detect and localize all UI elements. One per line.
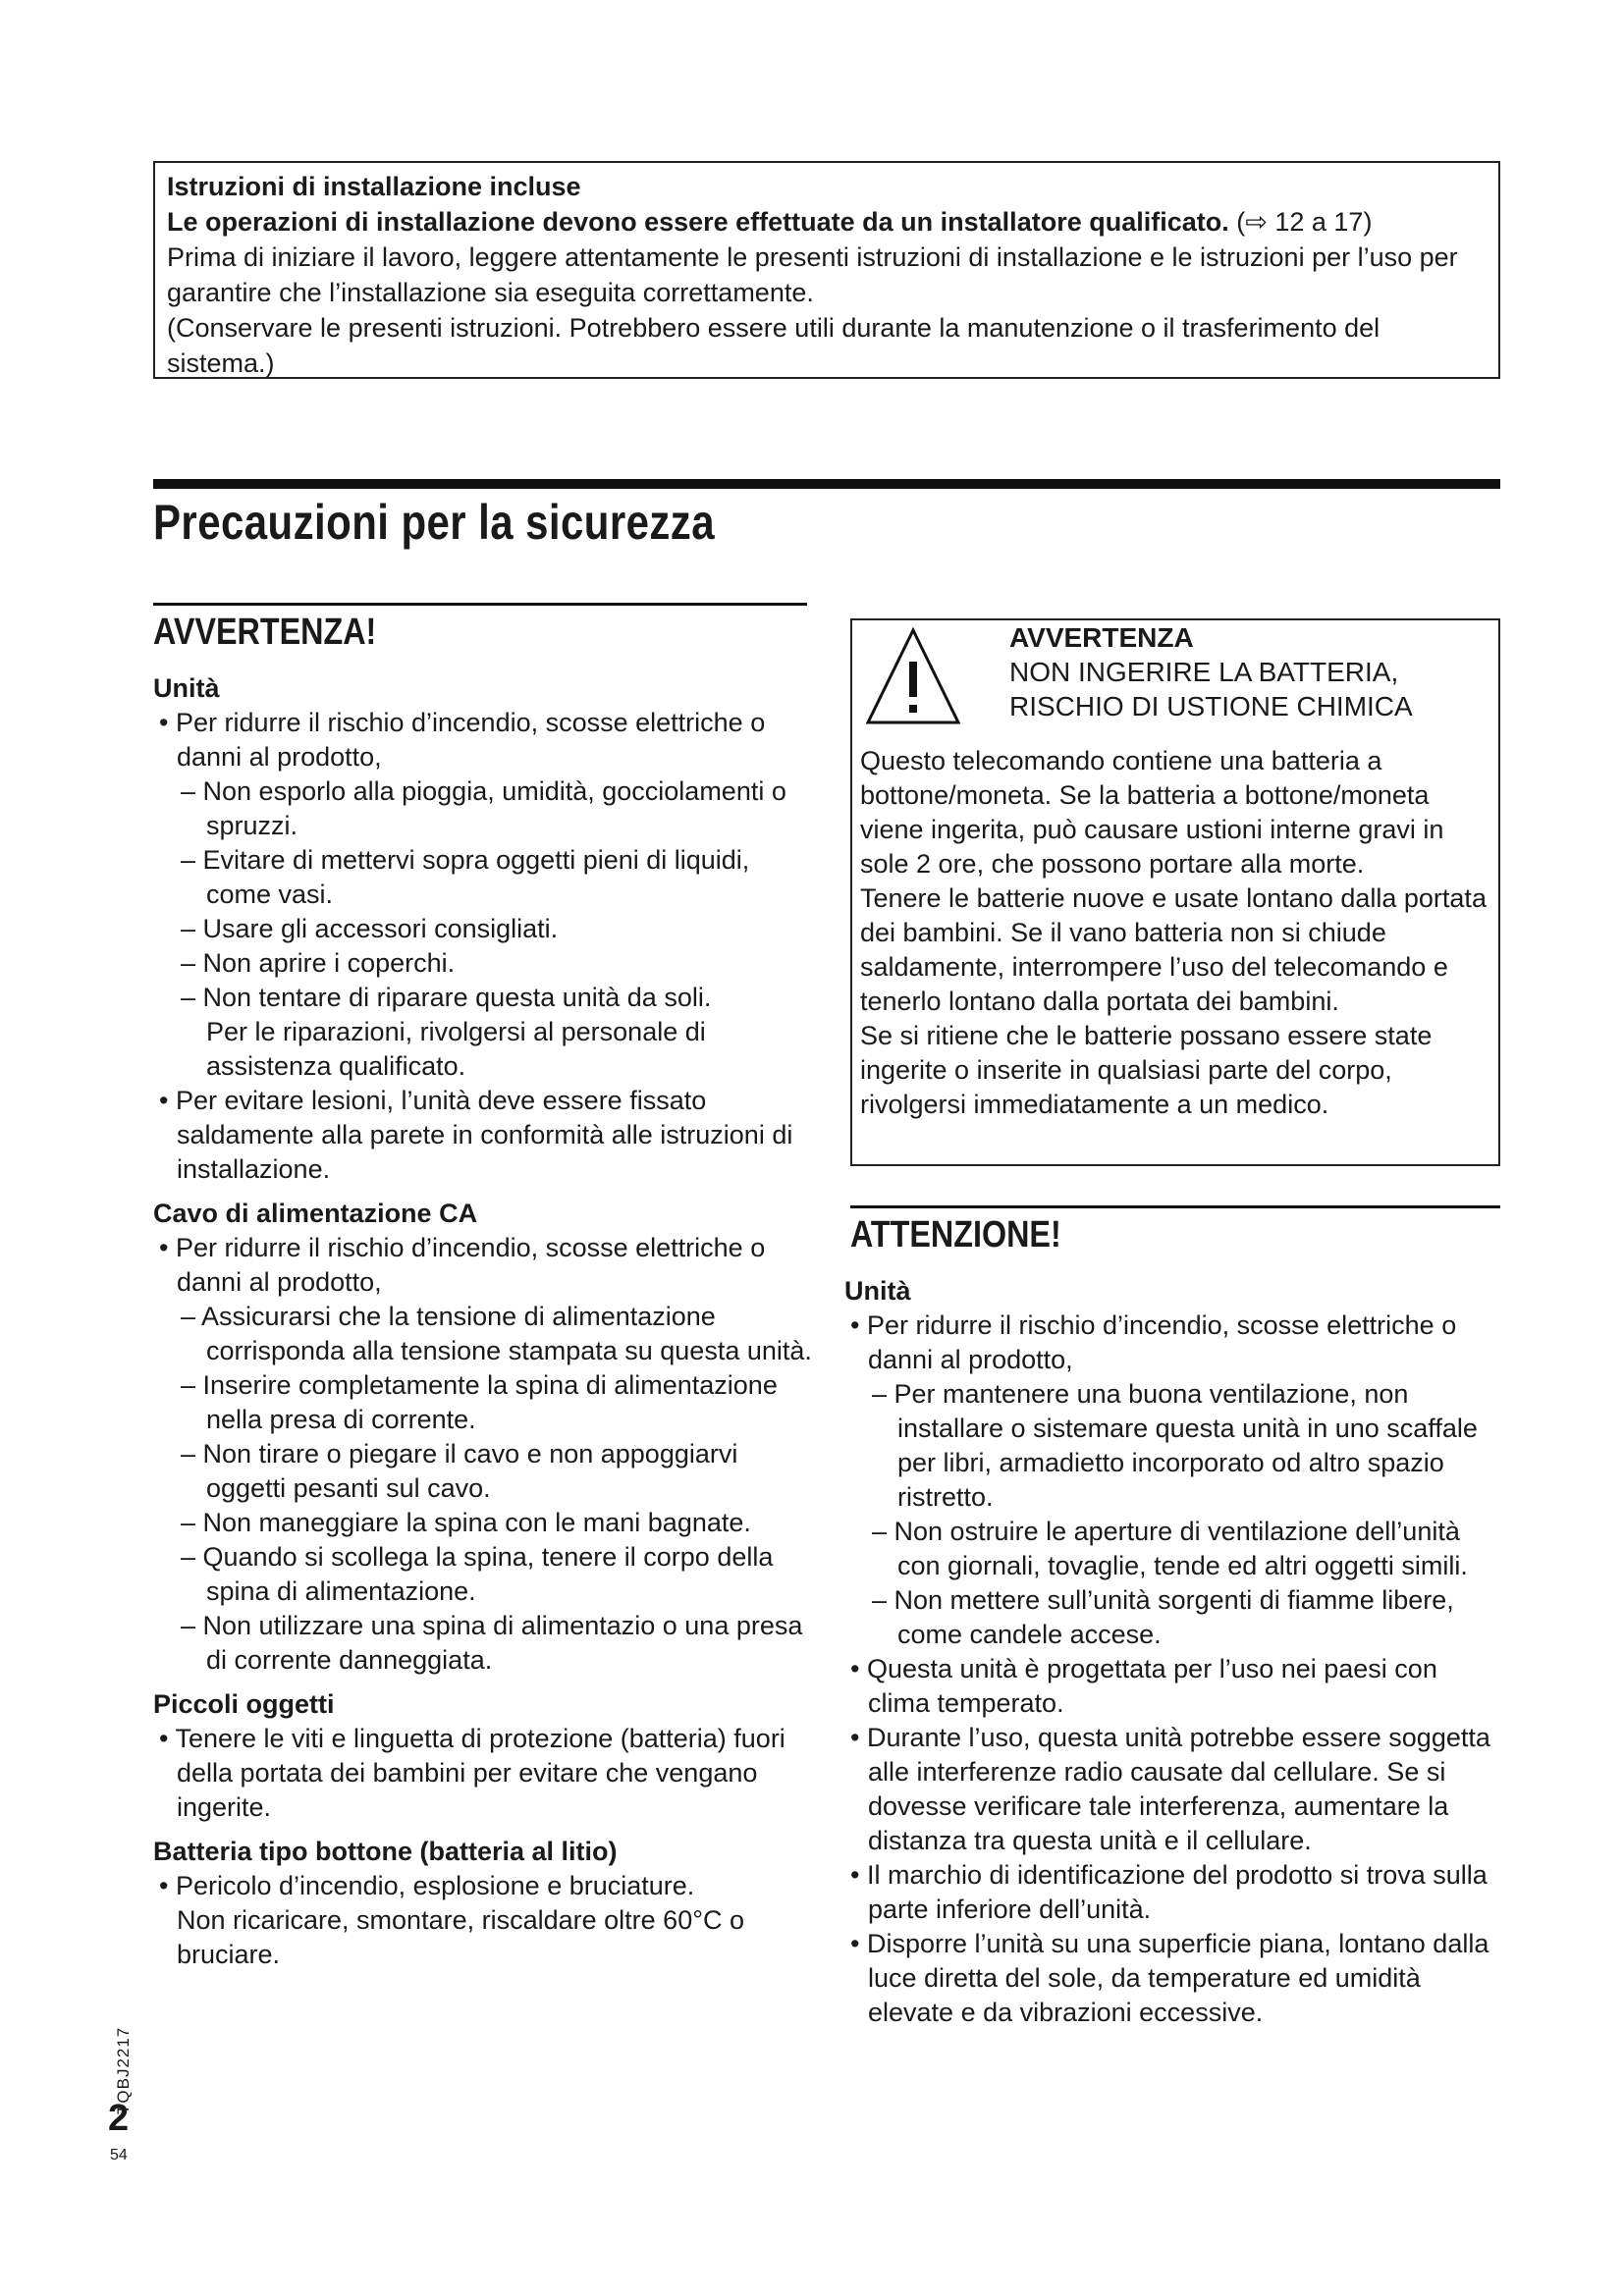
- caution-dash: – Non mettere sull’unità sorgenti di fiamme libere, come candele accese.: [872, 1585, 1454, 1649]
- caution-bullet: • Questa unità è progettata per l’uso nei paesi con clima temperato.: [850, 1654, 1437, 1718]
- battery-warning-paragraph: Questo telecomando contiene una batteria a bottone/moneta. Se la batteria a bottone/moneta viene ingerita, può causare ustioni interne gravi in sole 2 ore, che possono portare alla morte.: [860, 746, 1444, 879]
- warning-section-content: [153, 671, 813, 1972]
- warning-ac-cord-heading: Cavo di alimentazione CA: [153, 1199, 478, 1228]
- installation-notice-box: [153, 161, 1500, 379]
- page-title: Precauzioni per la sicurezza: [153, 495, 716, 550]
- battery-warning-paragraph: Se si ritiene che le batterie possano essere state ingerite o inserite in qualsiasi parte del corpo, rivolgersi immediatamente a un medico.: [860, 1021, 1433, 1119]
- warning-unit-heading: Unità: [153, 673, 220, 703]
- caution-dash: – Non ostruire le aperture di ventilazione dell’unità con giornali, tovaglie, tende ed altri oggetti simili.: [872, 1517, 1468, 1580]
- warning-small-objects-heading: Piccoli oggetti: [153, 1689, 335, 1719]
- battery-warning-paragraph: Tenere le batterie nuove e usate lontano dalla portata dei bambini. Se il vano batteria non si chiude saldamente, interrompere l’uso del telecomando e tenerlo lontano dalla portata dei bambini.: [860, 883, 1487, 1016]
- warning-ac-dash: – Inserire completamente la spina di alimentazione nella presa di corrente.: [181, 1370, 778, 1434]
- installation-page-reference: (⇨ 12 a 17): [1236, 207, 1373, 237]
- page-sub-number: 54: [110, 2147, 128, 2163]
- caution-unit-heading: Unità: [844, 1276, 911, 1306]
- installation-read-paragraph: Prima di iniziare il lavoro, leggere attentamente le presenti istruzioni di installazione e le istruzioni per l’uso per garantire che l’installazione sia eseguita correttamente.: [167, 242, 1458, 307]
- warning-unit-bullet: • Per ridurre il rischio d’incendio, scosse elettriche o danni al prodotto,: [159, 708, 766, 772]
- warning-section-rule: [153, 603, 807, 606]
- battery-warning-header: [852, 620, 1498, 746]
- caution-bullet: • Il marchio di identificazione del prodotto si trova sulla parte inferiore dell’unità.: [850, 1860, 1488, 1924]
- warning-battery-bullet: • Pericolo d’incendio, esplosione e bruciature.: [159, 1871, 695, 1900]
- page-number: 2: [108, 2098, 130, 2139]
- warning-ac-dash: – Non utilizzare una spina di alimentazio o una presa di corrente danneggiata.: [181, 1611, 803, 1675]
- warning-ac-dash: – Quando si scollega la spina, tenere il corpo della spina di alimentazione.: [181, 1542, 774, 1606]
- battery-warning-line: NON INGERIRE LA BATTERIA,: [1009, 657, 1399, 687]
- caution-bullet: • Per ridurre il rischio d’incendio, scosse elettriche o danni al prodotto,: [850, 1310, 1457, 1374]
- warning-unit-dash: – Non esporlo alla pioggia, umidità, gocciolamenti o spruzzi.: [181, 776, 786, 840]
- warning-ac-bullet: • Per ridurre il rischio d’incendio, scosse elettriche o danni al prodotto,: [159, 1233, 766, 1297]
- installation-keep-paragraph: (Conservare le presenti istruzioni. Potrebbero essere utili durante la manutenzione o il trasferimento del sistema.): [167, 313, 1380, 378]
- warning-triangle-icon: [864, 626, 962, 728]
- warning-ac-dash: – Assicurarsi che la tensione di alimentazione corrisponda alla tensione stampata su questa unità.: [181, 1302, 812, 1365]
- warning-ac-dash: – Non tirare o piegare il cavo e non appoggiarvi oggetti pesanti sul cavo.: [181, 1439, 738, 1503]
- warning-unit-dash: – Usare gli accessori consigliati.: [181, 914, 559, 943]
- warning-unit-dash: – Evitare di mettervi sopra oggetti pieni di liquidi, come vasi.: [181, 845, 750, 909]
- warning-unit-dash: – Non tentare di riparare questa unità da soli.: [181, 983, 712, 1012]
- installation-qualified-note: Le operazioni di installazione devono essere effettuate da un installatore qualificato.: [167, 207, 1229, 237]
- battery-warning-line: RISCHIO DI USTIONE CHIMICA: [1009, 691, 1413, 721]
- document-code: TQBJ2217: [114, 2026, 133, 2114]
- battery-warning-box: [850, 618, 1500, 1166]
- caution-bullet: • Disporre l’unità su una superficie piana, lontano dalla luce diretta del sole, da temperature ed umidità elevate e da vibrazioni eccessive.: [850, 1929, 1489, 2027]
- warning-small-objects-bullet: • Tenere le viti e linguetta di protezione (batteria) fuori della portata dei bambini per evitare che vengano ingerite.: [159, 1724, 785, 1822]
- caution-bullet: • Durante l’uso, questa unità potrebbe essere soggetta alle interferenze radio causate dal cellulare. Se si dovesse verificare tale interferenza, aumentare la distanza tra questa unità e il cellulare.: [850, 1723, 1490, 1855]
- caution-section-rule: [850, 1205, 1500, 1208]
- battery-warning-body: [860, 744, 1492, 1122]
- installation-notice-title: Istruzioni di installazione incluse: [167, 172, 581, 201]
- warning-battery-heading: Batteria tipo bottone (batteria al litio): [153, 1837, 618, 1866]
- title-rule: [153, 479, 1500, 489]
- caution-dash: – Per mantenere una buona ventilazione, non installare o sistemare questa unità in uno scaffale per libri, armadietto incorporato od altro spazio ristretto.: [872, 1379, 1478, 1512]
- warning-ac-dash: – Non maneggiare la spina con le mani bagnate.: [181, 1508, 751, 1537]
- battery-warning-label: AVVERTENZA: [1009, 622, 1194, 653]
- caution-section-title: ATTENZIONE!: [850, 1214, 1061, 1255]
- warning-section-title: AVVERTENZA!: [153, 612, 377, 653]
- warning-unit-dash-continuation: Per le riparazioni, rivolgersi al personale di assistenza qualificato.: [206, 1017, 706, 1081]
- caution-section-content: [844, 1274, 1500, 2030]
- warning-unit-dash: – Non aprire i coperchi.: [181, 948, 456, 978]
- warning-battery-continuation: Non ricaricare, smontare, riscaldare oltre 60°C o bruciare.: [177, 1905, 745, 1969]
- warning-unit-bullet: • Per evitare lesioni, l’unità deve essere fissato saldamente alla parete in conformità alle istruzioni di installazione.: [159, 1086, 793, 1184]
